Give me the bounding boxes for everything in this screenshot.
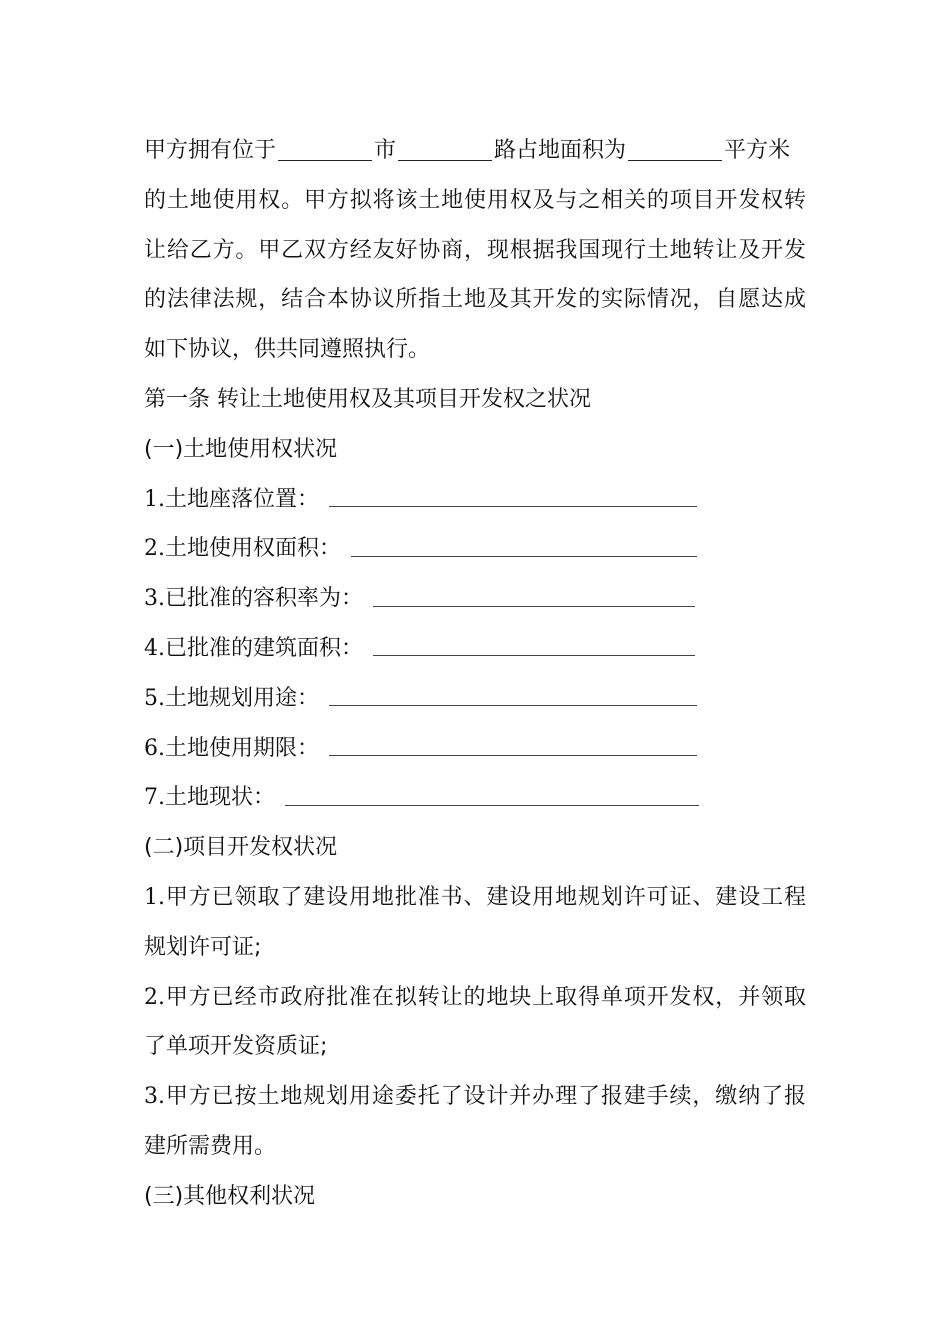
- document-page: [144, 126, 806, 1222]
- intro-line-1: [144, 126, 806, 176]
- field-label: 土地座落位置：: [165, 486, 320, 512]
- article-1-title: 第一条 转让土地使用权及其项目开发权之状况: [144, 386, 591, 412]
- item-number: 3.: [144, 1084, 165, 1110]
- section-2-title: (二)项目开发权状况: [144, 835, 338, 861]
- item-number: 2.: [144, 984, 165, 1010]
- field-label: 已批准的容积率为：: [165, 586, 364, 612]
- section-2-item-2-line-2: 了单项开发资质证;: [144, 1034, 328, 1060]
- intro-text-city: 市: [374, 138, 397, 163]
- section-2-item-2-line-1: [144, 973, 806, 1023]
- section-2-item-1-line-2: 规划许可证;: [144, 934, 262, 960]
- field-building-area: [144, 624, 806, 674]
- section-3-title: (三)其他权利状况: [144, 1183, 316, 1209]
- land-location-blank[interactable]: [329, 480, 697, 507]
- field-land-area: [144, 524, 806, 574]
- land-use-blank[interactable]: [329, 679, 697, 706]
- field-number: 5.: [144, 685, 165, 711]
- area-blank[interactable]: [628, 134, 722, 161]
- field-number: 4.: [144, 635, 165, 661]
- intro-line-5: 如下协议，供共同遵照执行。: [144, 337, 431, 363]
- intro-line-4: 的法律法规，结合本协议所指土地及其开发的实际情况，自愿达成: [144, 287, 806, 313]
- field-label: 土地现状：: [165, 785, 276, 811]
- intro-line-2: 的土地使用权。甲方拟将该土地使用权及与之相关的项目开发权转: [144, 187, 806, 213]
- field-number: 1.: [144, 486, 165, 512]
- road-blank[interactable]: [398, 134, 492, 161]
- field-land-location: [144, 475, 806, 525]
- land-status-blank[interactable]: [285, 779, 699, 806]
- field-label: 土地使用期限：: [165, 735, 320, 761]
- field-number: 2.: [144, 536, 165, 562]
- field-land-use: [144, 674, 806, 724]
- field-land-status: [144, 773, 806, 823]
- land-term-blank[interactable]: [329, 729, 697, 756]
- building-area-blank[interactable]: [373, 629, 695, 656]
- land-area-blank[interactable]: [351, 530, 697, 557]
- field-number: 7.: [144, 785, 165, 811]
- section-2-item-3-line-2: 建所需费用。: [144, 1133, 277, 1159]
- intro-text-area: 路占地面积为: [494, 138, 627, 163]
- item-number: 1.: [144, 884, 165, 910]
- field-number: 3.: [144, 586, 165, 612]
- field-land-term: [144, 724, 806, 774]
- section-2-item-3-line-1: [144, 1072, 806, 1122]
- item-text: 甲方已经市政府批准在拟转让的地块上取得单项开发权，并领取: [165, 984, 806, 1010]
- field-plot-ratio: [144, 574, 806, 624]
- plot-ratio-blank[interactable]: [373, 580, 695, 607]
- field-label: 土地规划用途：: [165, 685, 320, 711]
- item-text: 甲方已领取了建设用地批准书、建设用地规划许可证、建设工程: [165, 884, 806, 910]
- section-2-item-1-line-1: [144, 873, 806, 923]
- field-label: 已批准的建筑面积：: [165, 635, 364, 661]
- field-number: 6.: [144, 735, 165, 761]
- intro-text-sqm: 平方米: [724, 138, 791, 163]
- item-text: 甲方已按土地规划用途委托了设计并办理了报建手续，缴纳了报: [165, 1084, 806, 1110]
- intro-line-3: 让给乙方。甲乙双方经友好协商，现根据我国现行土地转让及开发: [144, 237, 806, 263]
- section-1-title: (一)土地使用权状况: [144, 436, 338, 462]
- intro-text-located: 甲方拥有位于: [144, 138, 277, 163]
- city-blank[interactable]: [278, 134, 372, 161]
- field-label: 土地使用权面积：: [165, 536, 342, 562]
